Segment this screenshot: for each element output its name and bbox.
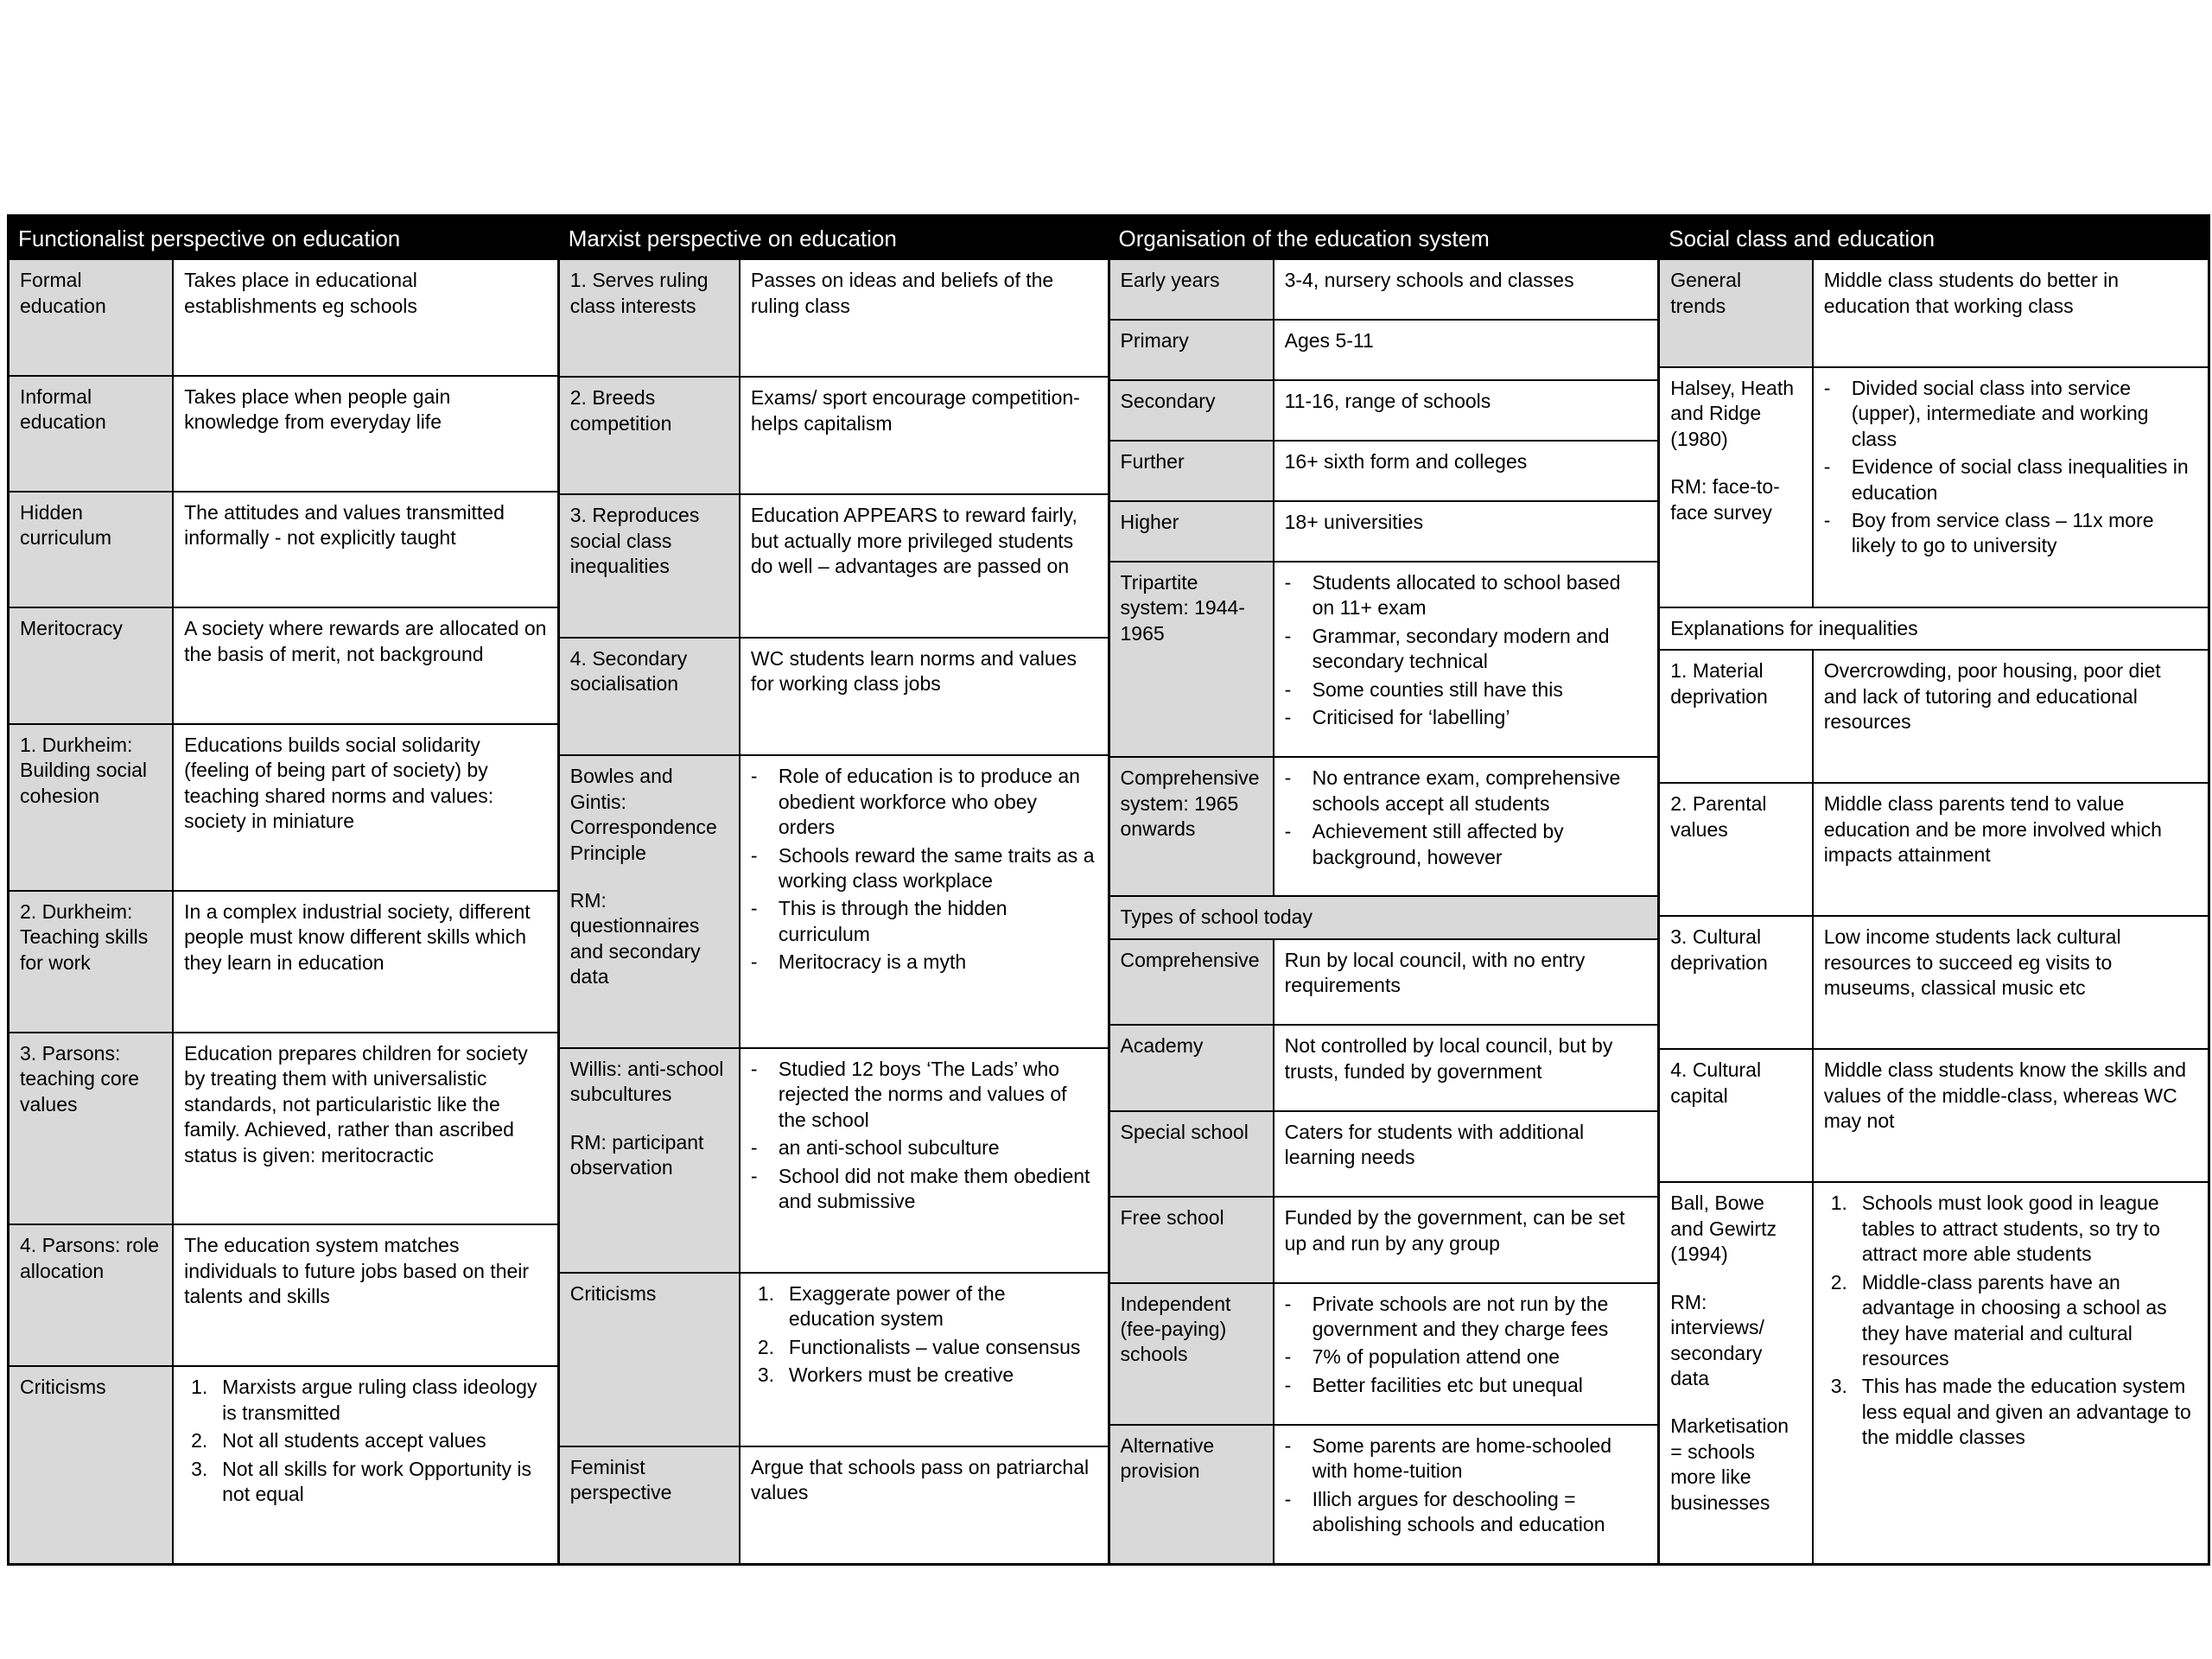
- term-cell: [1110, 442, 1274, 500]
- table-row: [560, 495, 1108, 639]
- list-item-text: Some counties still have this: [1312, 677, 1563, 701]
- term-cell: [1110, 758, 1274, 895]
- table-row: [1110, 1426, 1658, 1563]
- definition-cell: [741, 1049, 1108, 1272]
- list-item-text: Exaggerate power of the education system: [788, 1281, 1006, 1331]
- term-text: 3. Parsons: teaching core values: [20, 1041, 140, 1116]
- definition-cell: [1274, 1284, 1658, 1424]
- list-item: [1285, 570, 1648, 621]
- list-item: [751, 950, 1097, 975]
- definition-text: Middle class parents tend to value education and be more involved which impacts attainment: [1823, 792, 2162, 867]
- term-cell: [10, 1033, 174, 1224]
- term-text: Halsey, Heath and Ridge (1980): [1670, 376, 1795, 450]
- term-cell: [10, 892, 174, 1032]
- list-number: 3.: [1830, 1375, 1847, 1398]
- term-cell: [1110, 260, 1274, 319]
- table-row: [1110, 758, 1658, 897]
- definition-cell: [1274, 502, 1658, 561]
- bullet-dash: -: [1284, 820, 1292, 843]
- term-text: 4. Secondary socialisation: [569, 647, 688, 696]
- list-item: [1824, 1270, 2197, 1372]
- list-item-text: Divided social class into service (upper), intermediate and working class: [1851, 376, 2149, 450]
- term-text: 4. Parsons: role allocation: [20, 1234, 160, 1282]
- term-text: 3. Cultural deprivation: [1670, 925, 1768, 974]
- definition-text: Run by local council, with no entry requirements: [1284, 948, 1586, 997]
- term-text: 2. Breeds competition: [569, 386, 672, 435]
- definition-text: Educations builds social solidarity (feeling of being part of society) by teaching shared norms and values: society in miniature: [184, 733, 494, 832]
- term-cell: [10, 260, 174, 374]
- term-cell: [560, 1274, 741, 1446]
- term-text: Independent (fee-paying) schools: [1120, 1292, 1231, 1366]
- definition-text: The attitudes and values transmitted informally - not explicitly taught: [184, 500, 505, 550]
- list-item: [751, 1057, 1097, 1133]
- list-number: 2.: [191, 1429, 208, 1452]
- term-cell: [10, 608, 174, 722]
- table-row: [1660, 260, 2208, 368]
- definition-cell: [174, 377, 557, 491]
- list-item: [751, 1135, 1097, 1160]
- bullet-dash: -: [1823, 455, 1831, 479]
- bullet-dash: -: [1284, 571, 1292, 594]
- term-cell: [10, 725, 174, 890]
- definition-cell: [174, 1033, 557, 1224]
- list-item: [1285, 819, 1648, 870]
- term-text: Primary: [1120, 329, 1189, 353]
- list-item-text: Criticised for ‘labelling’: [1312, 706, 1510, 729]
- bullet-dash: -: [1284, 1433, 1292, 1457]
- term-text: Informal education: [20, 385, 106, 433]
- list-item-text: Illich argues for deschooling = abolishing schools and education: [1312, 1487, 1605, 1536]
- definition-cell: [1814, 917, 2208, 1048]
- definition-cell: [1274, 1198, 1658, 1281]
- definition-text: In a complex industrial society, different people must know different skills which they learn in education: [184, 899, 531, 974]
- definition-cell: [1274, 321, 1658, 379]
- table-row: [10, 608, 557, 724]
- definition-text: 11-16, range of schools: [1284, 390, 1491, 413]
- definition-cell: [741, 1274, 1108, 1446]
- definition-text: Education APPEARS to reward fairly, but actually more privileged students do well – advantages are passed on: [750, 504, 1077, 578]
- list-item: [1824, 1191, 2197, 1267]
- definition-cell: [1274, 260, 1658, 319]
- list-item: [1285, 1373, 1648, 1398]
- term-cell: [1110, 381, 1274, 440]
- table-row: [10, 1033, 557, 1226]
- term-text: Bowles and Gintis: Correspondence Principle: [569, 765, 717, 864]
- term-text: Secondary: [1120, 390, 1216, 413]
- table-row: [1110, 260, 1658, 321]
- bullet-dash: -: [1284, 624, 1292, 647]
- term-cell: [1110, 940, 1274, 1024]
- list-item: [1285, 766, 1648, 817]
- term-cell: [1110, 321, 1274, 379]
- list-item: [751, 843, 1097, 894]
- table-row: [1110, 1026, 1658, 1111]
- definition-text: Overcrowding, poor housing, poor diet and lack of tutoring and educational resources: [1823, 659, 2161, 733]
- term-cell: [10, 377, 174, 491]
- table-row: [560, 378, 1108, 495]
- list-item: [184, 1457, 547, 1508]
- definition-cell: [1274, 940, 1658, 1024]
- list-item-text: Boy from service class – 11x more likely to go to university: [1851, 509, 2154, 557]
- definition-text: Takes place in educational establishments eg schools: [184, 269, 417, 317]
- column-header: Marxist perspective on education: [560, 217, 1108, 260]
- table-row: [1660, 1183, 2208, 1563]
- term-cell: [560, 1049, 741, 1272]
- term-cell: [1110, 1284, 1274, 1424]
- table-row: [560, 260, 1108, 378]
- definition-text: WC students learn norms and values for working class jobs: [750, 647, 1077, 696]
- definition-text: Exams/ sport encourage competition- helps capitalism: [750, 386, 1080, 435]
- term-text: Feminist perspective: [569, 1455, 672, 1504]
- table-row: [1110, 321, 1658, 381]
- list-item: [751, 1164, 1097, 1215]
- list-item: [1285, 624, 1648, 675]
- list-item-text: Workers must be creative: [788, 1363, 1014, 1387]
- definition-text: Ages 5-11: [1284, 329, 1374, 353]
- list-item: [1824, 376, 2197, 452]
- term-cell: [10, 1367, 174, 1563]
- definition-cell: [1274, 758, 1658, 895]
- table-row: [10, 1367, 557, 1563]
- list-item-text: Not all skills for work Opportunity is not equal: [222, 1457, 532, 1505]
- table-row: [10, 377, 557, 493]
- revision-table: [7, 214, 2210, 1566]
- definition-text: 3-4, nursery schools and classes: [1284, 269, 1574, 292]
- table-row: [10, 892, 557, 1033]
- term-cell: [560, 260, 741, 376]
- table-column: [1660, 217, 2208, 1563]
- table-row: [560, 756, 1108, 1049]
- definition-cell: [741, 639, 1108, 754]
- column-header: Organisation of the education system: [1110, 217, 1658, 260]
- table-column: [560, 217, 1110, 1563]
- definition-text: Passes on ideas and beliefs of the ruling class: [750, 269, 1054, 317]
- term-cell: [1660, 260, 1813, 366]
- bullet-dash: -: [750, 1057, 758, 1080]
- term-cell: [560, 756, 741, 1047]
- term-text: RM: face-to-face survey: [1670, 475, 1780, 524]
- definition-text: Not controlled by local council, but by trusts, funded by government: [1284, 1034, 1613, 1083]
- table-row: [1660, 784, 2208, 917]
- term-cell: [1110, 1198, 1274, 1281]
- list-item-text: Some parents are home-schooled with home-tuition: [1312, 1433, 1612, 1483]
- term-text: General trends: [1670, 269, 1742, 317]
- term-text: 4. Cultural capital: [1670, 1058, 1762, 1107]
- term-cell: [560, 378, 741, 493]
- list-item-text: Meritocracy is a myth: [778, 950, 967, 974]
- list-item: [751, 1335, 1097, 1360]
- bullet-dash: -: [1823, 509, 1831, 532]
- list-item-text: Schools must look good in league tables to attract students, so try to attract more able students: [1861, 1192, 2160, 1266]
- list-item: [184, 1428, 547, 1453]
- term-cell: [1660, 917, 1813, 1048]
- definition-text: Education prepares children for society by treating them with universalistic standards, not particularistic like the family. Achieved, rather than ascribed status is given: meritocractic: [184, 1041, 528, 1166]
- definition-cell: [1814, 260, 2208, 366]
- bullet-dash: -: [750, 897, 758, 920]
- term-text: Free school: [1120, 1206, 1224, 1230]
- term-text: Further: [1120, 450, 1185, 474]
- list-item: [1285, 1487, 1648, 1538]
- term-cell: [10, 493, 174, 607]
- table-column: [1110, 217, 1661, 1563]
- term-cell: [1110, 563, 1274, 756]
- term-text: Comprehensive system: 1965 onwards: [1120, 766, 1260, 841]
- definition-text: Middle class students know the skills and values of the middle-class, whereas WC may not: [1823, 1058, 2186, 1133]
- term-cell: [560, 495, 741, 637]
- list-item: [751, 896, 1097, 947]
- term-text: Alternative provision: [1120, 1433, 1215, 1483]
- table-row: [560, 639, 1108, 756]
- definition-cell: [1814, 784, 2208, 915]
- definition-cell: [174, 892, 557, 1032]
- list-item: [751, 1281, 1097, 1332]
- list-item: [1824, 454, 2197, 505]
- term-text: Special school: [1120, 1120, 1249, 1143]
- definition-cell: [741, 495, 1108, 637]
- table-column: [10, 217, 560, 1563]
- list-item: [1285, 705, 1648, 730]
- term-text: 1. Material deprivation: [1670, 659, 1768, 708]
- term-text: 1. Serves ruling class interests: [569, 269, 709, 317]
- term-cell: [1660, 784, 1813, 915]
- definition-cell: [174, 725, 557, 890]
- list-item-text: Studied 12 boys ‘The Lads’ who rejected the norms and values of the school: [778, 1057, 1067, 1131]
- definition-text: The education system matches individuals to future jobs based on their talents and skills: [184, 1234, 530, 1308]
- term-cell: [10, 1225, 174, 1365]
- bullet-dash: -: [750, 843, 758, 867]
- term-text: Comprehensive: [1120, 948, 1260, 971]
- table-row: [1110, 1112, 1658, 1198]
- definition-cell: [1814, 1183, 2208, 1563]
- list-item-text: Marxists argue ruling class ideology is transmitted: [222, 1376, 537, 1424]
- table-row: [560, 1049, 1108, 1274]
- list-item: [751, 764, 1097, 840]
- definition-text: Argue that schools pass on patriarchal values: [750, 1455, 1090, 1504]
- bullet-dash: -: [750, 950, 758, 974]
- table-row: [1110, 1284, 1658, 1426]
- term-cell: [560, 1447, 741, 1563]
- definition-text: 16+ sixth form and colleges: [1284, 450, 1528, 474]
- term-text: 3. Reproduces social class inequalities: [569, 504, 700, 578]
- table-row: [1110, 1198, 1658, 1283]
- term-text: Criticisms: [569, 1281, 657, 1305]
- term-cell: [1110, 1426, 1274, 1563]
- term-text: Higher: [1120, 511, 1179, 534]
- term-text: Marketisation = schools more like businesses: [1670, 1414, 1789, 1514]
- definition-cell: [1274, 1112, 1658, 1196]
- definition-cell: [1274, 1426, 1658, 1563]
- definition-text: Low income students lack cultural resources to succeed eg visits to museums, classical music etc: [1823, 925, 2121, 1000]
- definition-text: Caters for students with additional learning needs: [1284, 1120, 1585, 1169]
- table-row: [10, 1225, 557, 1367]
- term-text: Academy: [1120, 1034, 1204, 1058]
- table-row: [10, 260, 557, 376]
- table-row: [1110, 381, 1658, 442]
- list-item-text: Role of education is to produce an obedient workforce who obey orders: [778, 765, 1080, 839]
- term-text: 2. Durkheim: Teaching skills for work: [20, 899, 149, 974]
- table-row: [1110, 502, 1658, 563]
- term-text: RM: participant observation: [569, 1130, 704, 1179]
- column-header: Functionalist perspective on education: [10, 217, 557, 260]
- definition-cell: [174, 260, 557, 374]
- list-item-text: Middle-class parents have an advantage in choosing a school as they have material and cultural resources: [1861, 1270, 2167, 1370]
- list-item: [1285, 1292, 1648, 1343]
- term-text: Ball, Bowe and Gewirtz (1994): [1670, 1192, 1777, 1266]
- section-header-row: Types of school today: [1110, 897, 1658, 939]
- list-number: 1.: [191, 1376, 208, 1399]
- term-text: Early years: [1120, 269, 1220, 292]
- definition-text: A society where rewards are allocated on the basis of merit, not background: [184, 617, 547, 665]
- list-item-text: Students allocated to school based on 11+ exam: [1312, 571, 1621, 620]
- table-row: [10, 725, 557, 892]
- section-header-row: Explanations for inequalities: [1660, 608, 2208, 651]
- list-item-text: Functionalists – value consensus: [788, 1335, 1081, 1358]
- list-item: [1285, 677, 1648, 702]
- term-text: Tripartite system: 1944- 1965: [1120, 571, 1245, 645]
- list-item: [1824, 1374, 2197, 1450]
- list-item: [1285, 1433, 1648, 1484]
- list-item-text: School did not make them obedient and submissive: [778, 1164, 1090, 1213]
- table-row: [10, 493, 557, 608]
- list-number: 1.: [1830, 1192, 1847, 1215]
- list-number: 2.: [757, 1335, 775, 1358]
- table-row: [1660, 1050, 2208, 1183]
- list-number: 3.: [757, 1363, 775, 1387]
- list-item: [184, 1375, 547, 1426]
- term-text: Hidden curriculum: [20, 500, 112, 550]
- definition-cell: [1274, 563, 1658, 756]
- definition-cell: [174, 608, 557, 722]
- term-cell: [1660, 368, 1813, 607]
- term-text: Criticisms: [20, 1376, 106, 1399]
- bullet-dash: -: [1284, 766, 1292, 790]
- bullet-dash: -: [750, 1164, 758, 1187]
- table-row: [1110, 563, 1658, 758]
- bullet-dash: -: [1284, 1292, 1292, 1315]
- list-item-text: Private schools are not run by the government and they charge fees: [1312, 1292, 1609, 1340]
- table-row: [560, 1274, 1108, 1447]
- term-text: RM: questionnaires and secondary data: [569, 888, 701, 988]
- table-row: [1110, 442, 1658, 502]
- list-item-text: Schools reward the same traits as a working class workplace: [778, 843, 1095, 892]
- list-number: 2.: [1830, 1270, 1847, 1294]
- definition-cell: [1814, 368, 2208, 607]
- bullet-dash: -: [1284, 1487, 1292, 1510]
- bullet-dash: -: [1284, 706, 1292, 729]
- list-item-text: Evidence of social class inequalities in education: [1851, 455, 2189, 504]
- definition-cell: [741, 1447, 1108, 1563]
- definition-cell: [174, 1367, 557, 1563]
- term-cell: [1660, 1183, 1813, 1563]
- term-text: RM: interviews/ secondary data: [1670, 1290, 1764, 1390]
- definition-text: Middle class students do better in education that working class: [1823, 269, 2120, 317]
- definition-cell: [741, 378, 1108, 493]
- list-item-text: This has made the education system less equal and given an advantage to the middle classes: [1861, 1375, 2191, 1449]
- bullet-dash: -: [1823, 376, 1831, 399]
- term-cell: [1110, 1026, 1274, 1109]
- definition-cell: [174, 1225, 557, 1365]
- table-row: [1660, 368, 2208, 608]
- bullet-dash: -: [750, 1136, 758, 1160]
- term-cell: [1110, 1112, 1274, 1196]
- term-text: Willis: anti-school subcultures: [569, 1057, 724, 1106]
- term-text: 2. Parental values: [1670, 792, 1767, 841]
- bullet-dash: -: [1284, 1345, 1292, 1369]
- definition-cell: [741, 756, 1108, 1047]
- list-item-text: Achievement still affected by background, however: [1312, 820, 1564, 868]
- table-row: [1110, 940, 1658, 1026]
- list-item-text: This is through the hidden curriculum: [778, 897, 1007, 945]
- list-item: [1285, 1344, 1648, 1370]
- definition-text: 18+ universities: [1284, 511, 1424, 534]
- term-text: Meritocracy: [20, 617, 123, 640]
- term-cell: [560, 639, 741, 754]
- definition-cell: [1814, 1050, 2208, 1181]
- list-item-text: Not all students accept values: [222, 1429, 486, 1452]
- list-number: 3.: [191, 1457, 208, 1480]
- definition-cell: [174, 493, 557, 607]
- definition-cell: [1274, 1026, 1658, 1109]
- bullet-dash: -: [1284, 1373, 1292, 1396]
- bullet-dash: -: [1284, 677, 1292, 701]
- term-cell: [1660, 651, 1813, 782]
- list-item-text: Better facilities etc but unequal: [1312, 1373, 1583, 1396]
- bullet-dash: -: [750, 765, 758, 788]
- table-row: [1660, 651, 2208, 784]
- list-item: [751, 1363, 1097, 1388]
- definition-text: Funded by the government, can be set up and run by any group: [1284, 1206, 1625, 1255]
- table-row: [1660, 917, 2208, 1050]
- definition-text: Takes place when people gain knowledge from everyday life: [184, 385, 451, 433]
- definition-cell: [1274, 442, 1658, 500]
- definition-cell: [741, 260, 1108, 376]
- list-item-text: 7% of population attend one: [1312, 1345, 1560, 1369]
- definition-cell: [1814, 651, 2208, 782]
- definition-cell: [1274, 381, 1658, 440]
- list-item: [1824, 508, 2197, 559]
- list-item-text: an anti-school subculture: [778, 1136, 1000, 1160]
- list-number: 1.: [757, 1281, 775, 1305]
- term-cell: [1660, 1050, 1813, 1181]
- term-text: Formal education: [20, 269, 106, 317]
- term-cell: [1110, 502, 1274, 561]
- list-item-text: Grammar, secondary modern and secondary technical: [1312, 624, 1610, 673]
- column-header: Social class and education: [1660, 217, 2208, 260]
- list-item-text: No entrance exam, comprehensive schools accept all students: [1312, 766, 1621, 815]
- term-text: 1. Durkheim: Building social cohesion: [20, 733, 148, 807]
- table-row: [560, 1447, 1108, 1563]
